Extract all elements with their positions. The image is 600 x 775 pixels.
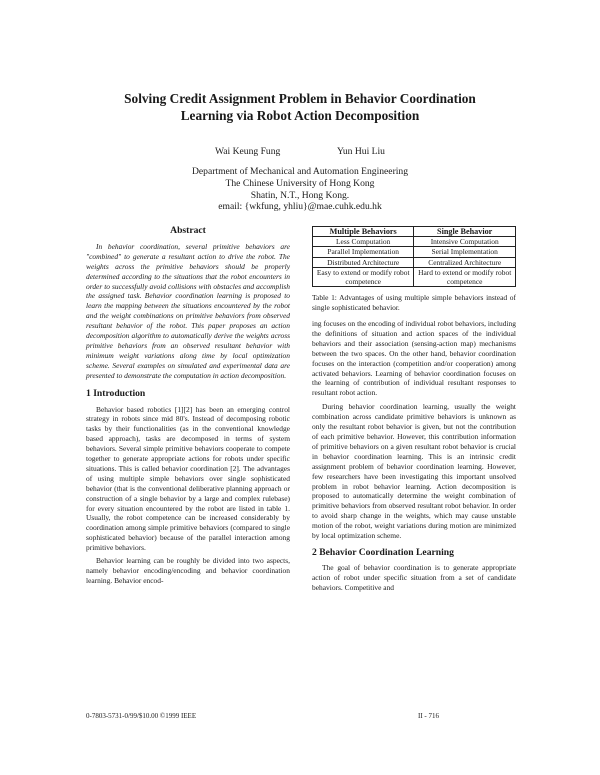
section-1-heading: 1 Introduction bbox=[86, 387, 146, 399]
table-row bbox=[313, 257, 516, 267]
footer-copyright: 0-7803-5731-0/99/$10.00 ©1999 IEEE bbox=[86, 712, 197, 720]
section-2-heading: 2 Behavior Coordination Learning bbox=[312, 546, 454, 558]
intro-paragraph-1: Behavior based robotics [1][2] has been an emerging control strategy in robots since mid 80's. Instead of decomposing robotic tasks by their functionalities (as in the conventional knowledge based approach), tasks are decomposed in terms of system behaviors. Several simple primitive behaviors cooperate to compete together to generate appropriate actions for robots under specific situations. This is called behavior coordination [2]. The advantages of using multiple simple behaviors over single sophisticated behavior (that is the conventional deliberative planning approach or construction of a single behavior by a large and complex rulebase) for every situation encountered by the robot are listed in table 1. Usually, the robot competence can be increased considerably by coordination among simple primitive behaviors (compared to single sophisticated behavior) because of the parallel interaction among primitive behaviors. bbox=[86, 404, 290, 553]
table-cell: Intensive Computation bbox=[414, 237, 516, 247]
table-cell: Less Computation bbox=[313, 237, 414, 247]
right-paragraph-2: During behavior coordination learning, usually the weight combination across candidate primitive behaviors is unknown as only the resultant robot behavior is given, but not the contribution of each primitive behavior. However, this contribution information of primitive behaviors on a given resultant robot behavior is crucial in behavior coordination learning. This is an intrinsic credit assignment problem of behavior coordination learning. However, few researchers have been investigating this important unsolved problem in robot behavior learning. Action decomposition is proposed to automatically determine the weight combination of primitive behaviors from observed resultant robot behavior. In order to avoid sharp change in the weights, which may cause unstable motion of the robot, weight variations during motion are minimized by local optimization scheme. bbox=[312, 402, 516, 541]
title-line-2: Learning via Robot Action Decomposition bbox=[180, 108, 420, 123]
table-cell: Serial Implementation bbox=[414, 247, 516, 257]
intro-paragraph-2: Behavior learning can be roughly be divided into two aspects, namely behavior encoding/encoding and behavior coordination learning. Behavior encod- bbox=[86, 556, 290, 585]
table-cell: Centralized Architecture bbox=[414, 257, 516, 267]
table-cell: Easy to extend or modify robot competence bbox=[313, 267, 414, 286]
table-cell: Distributed Architecture bbox=[313, 257, 414, 267]
table-1 bbox=[312, 226, 516, 287]
title-line-1: Solving Credit Assignment Problem in Behavior Coordination bbox=[124, 91, 476, 106]
abstract-heading: Abstract bbox=[170, 225, 206, 236]
right-paragraph-1: ing focuses on the encoding of individual robot behaviors, including the definitions of situation and action spaces of the individual behaviors and their association (sensing-action map) mechanisms between the two spaces. On the other hand, behavior coordination focuses on the interaction (competition and/or cooperation) among activated behaviors. Learning of behavior coordination focuses on the learning of contribution of individual resultant responses to resultant robot action. bbox=[312, 319, 516, 398]
author-1: Wai Keung Fung bbox=[215, 146, 281, 157]
table-row bbox=[313, 247, 516, 257]
table-cell: Hard to extend or modify robot competence bbox=[414, 267, 516, 286]
left-column bbox=[86, 226, 290, 586]
section-2-paragraph: The goal of behavior coordination is to generate appropriate action of robot under specific situation from a set of candidate behaviors. Competitive and bbox=[312, 562, 516, 592]
table-row bbox=[313, 237, 516, 247]
table-header-multiple: Multiple Behaviors bbox=[313, 227, 414, 237]
table-1-caption: Table 1: Advantages of using multiple simple behaviors instead of single sophisticated behavior. bbox=[312, 293, 516, 313]
right-column bbox=[312, 226, 516, 593]
affiliation-line-2: The Chinese University of Hong Kong bbox=[225, 177, 375, 189]
affiliation-line-1: Department of Mechanical and Automation Engineering bbox=[191, 166, 409, 177]
abstract-text: In behavior coordination, several primitive behaviors are "combined" to generate a resultant action to drive the robot. The weights across the primitive behaviors should be properly determined according to the situations that the robot encounters in order to successfully avoid collisions with obstacles and accomplish the assigned task. Behavior coordination learning is proposed to learn the mapping between the situations encountered by the robot and the weight combinations on primitive behaviors from observed resultant behavior of the robot. This paper proposes an action decomposition algorithm to automatically derive the weights across primitive behaviors from an observed resultant behavior with minimum weight variations along time by local optimization scheme. Several examples on simulated and experimental data are presented to demonstrate the computation in action decomposition. bbox=[86, 241, 290, 380]
footer-page-number: II - 716 bbox=[418, 712, 439, 720]
affiliation-line-3: Shatin, N.T., Hong Kong. bbox=[250, 189, 350, 201]
table-row bbox=[313, 267, 516, 286]
table-cell: Parallel Implementation bbox=[313, 247, 414, 257]
table-header-single: Single Behavior bbox=[414, 227, 516, 237]
affiliation-email: email: {wkfung, yhliu}@mae.cuhk.edu.hk bbox=[218, 201, 382, 213]
paper-title bbox=[0, 90, 600, 124]
author-2: Yun Hui Liu bbox=[337, 146, 385, 157]
affiliation bbox=[0, 166, 600, 213]
right-column-body bbox=[312, 319, 516, 593]
